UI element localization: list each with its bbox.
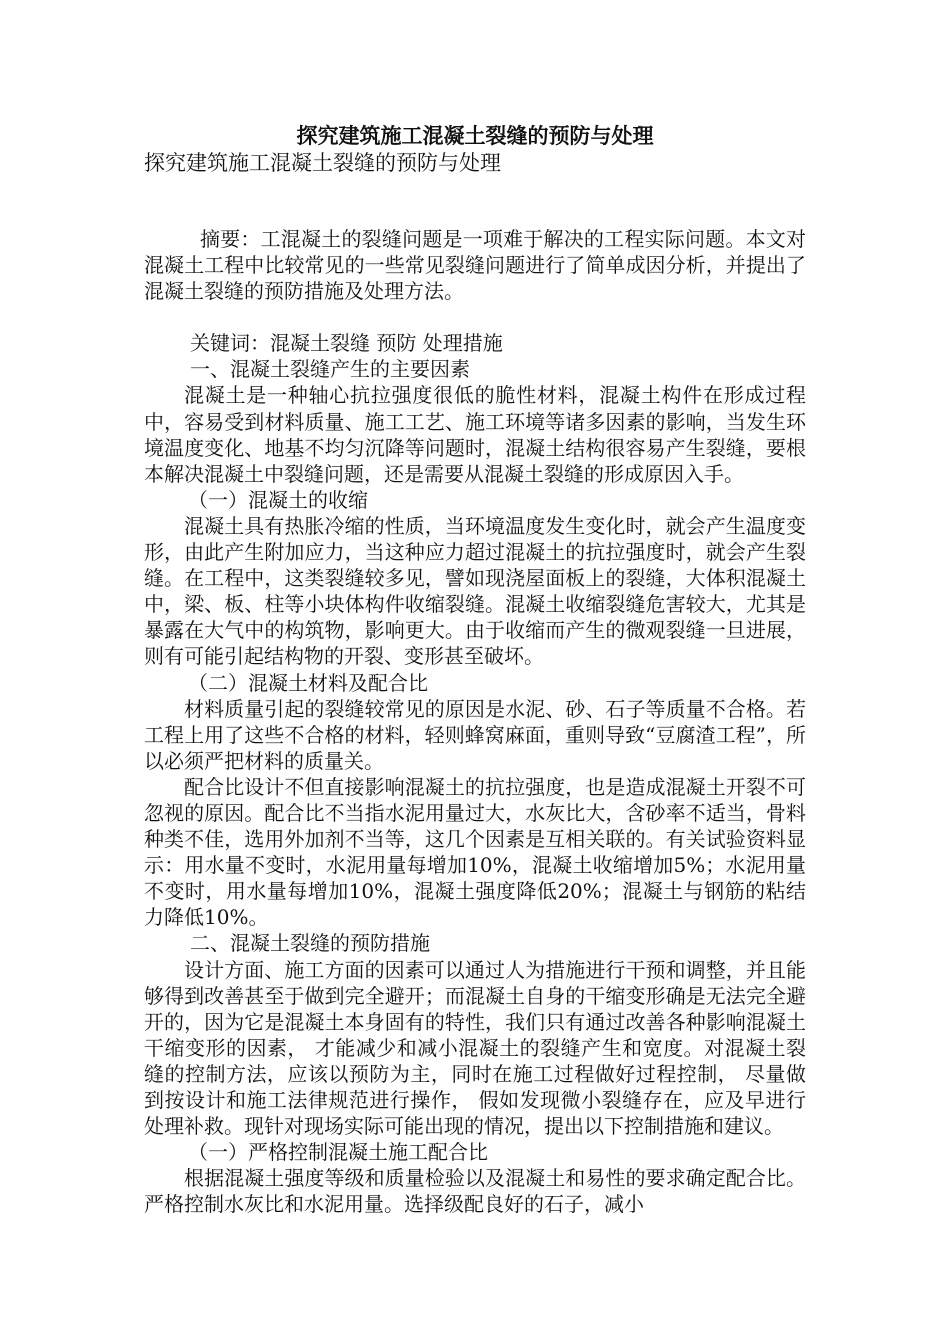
document-title: 探究建筑施工混凝土裂缝的预防与处理: [296, 123, 654, 148]
body-paragraph: 混凝土是一种轴心抗拉强度很低的脆性材料，混凝土构件在形成过程中，容易受到材料质量、施工工艺、施工环境等诸多因素的影响，当发生环境温度变化、地基不均匀沉降等问题时，混凝土结构很容易产生裂缝，要根本解决混凝土中裂缝问题，还是需要从混凝土裂缝的形成原因入手。: [144, 383, 806, 486]
body-paragraph: 配合比设计不但直接影响混凝土的抗拉强度，也是造成混凝土开裂不可忽视的原因。配合比不当指水泥用量过大，水灰比大，含砂率不适当，骨料种类不佳，选用外加剂不当等，这几个因素是互相关联的。有关试验资料显示：用水量不变时，水泥用量每增加10%，混凝土收缩增加5%；水泥用量不变时，用水量每增加10%，混凝土强度降低20%；混凝土与钢筋的粘结力降低10%。: [144, 774, 806, 930]
document-subtitle: 探究建筑施工混凝土裂缝的预防与处理: [144, 151, 501, 175]
abstract-paragraph: 摘要：工混凝土的裂缝问题是一项难于解决的工程实际问题。本文对混凝土工程中比较常见的一些常见裂缝问题进行了简单成因分析，并提出了混凝土裂缝的预防措施及处理方法。: [144, 227, 806, 304]
document-body: [144, 200, 806, 1217]
body-paragraph: 混凝土具有热胀冷缩的性质，当环境温度发生变化时，就会产生温度变形，由此产生附加应力，当这种应力超过混凝土的抗拉强度时，就会产生裂缝。在工程中，这类裂缝较多见，譬如现浇屋面板上的裂缝，大体积混凝土中，梁、板、柱等小块体构件收缩裂缝。混凝土收缩裂缝危害较大，尤其是暴露在大气中的构筑物，影响更大。由于收缩而产生的微观裂缝一旦进展，则有可能引起结构物的开裂、变形甚至破坏。: [144, 513, 806, 669]
subsection-heading-1: （一）混凝土的收缩: [188, 487, 368, 512]
section-heading-2: 二、混凝土裂缝的预防措施: [190, 931, 430, 956]
body-paragraph: 材料质量引起的裂缝较常见的原因是水泥、砂、石子等质量不合格。若工程上用了这些不合格的材料，轻则蜂窝麻面，重则导致“豆腐渣工程”，所以必须严把材料的质量关。: [144, 696, 806, 773]
subsection-heading-3: （一）严格控制混凝土施工配合比: [188, 1140, 488, 1165]
keywords-line: 关键词：混凝土裂缝 预防 处理措施: [190, 331, 503, 356]
body-paragraph: 根据混凝土强度等级和质量检验以及混凝土和易性的要求确定配合比。严格控制水灰比和水泥用量。选择级配良好的石子，减小: [144, 1166, 806, 1217]
subsection-heading-2: （二）混凝土材料及配合比: [188, 670, 428, 695]
body-paragraph: 设计方面、施工方面的因素可以通过人为措施进行干预和调整，并且能够得到改善甚至于做到完全避开；而混凝土自身的干缩变形确是无法完全避开的，因为它是混凝土本身固有的特性，我们只有通过改善各种影响混凝土干缩变形的因素， 才能减少和减小混凝土的裂缝产生和宽度。对混凝土裂缝的控制方法，应该以预防为主，同时在施工过程做好过程控制， 尽量做到按设计和施工法律规范进行操作， 假如发现微小裂缝存在，应及早进行处理补救。现针对现场实际可能出现的情况，提出以下控制措施和建议。: [144, 957, 806, 1139]
section-heading-1: 一、混凝土裂缝产生的主要因素: [190, 357, 470, 382]
